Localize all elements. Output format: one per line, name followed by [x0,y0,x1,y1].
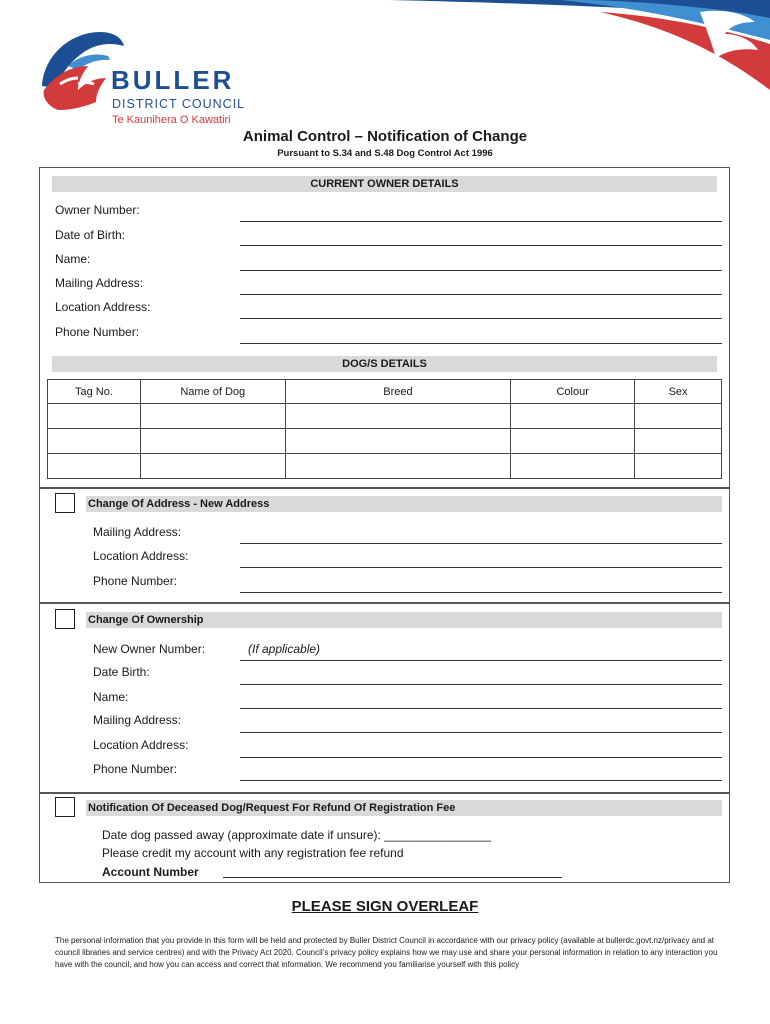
change-ownership-checkbox[interactable] [55,609,75,629]
date-of-birth-label: Date of Birth: [55,228,126,242]
owner-number-input[interactable] [240,221,722,222]
privacy-statement: The personal information that you provide in this form will be held and protected by Buller District Council in accordance with our privacy policy (available at bullerdc.govt.nz/privacy and at council libraries and service centres) and with the Privacy Act 2020. Council’s privacy policy explains how we may use and share your personal information in relation to any interaction you have with the council, and how you can access and correct that information. We recommend you familiarise yourself with this policy [55,936,718,969]
change-address-checkbox[interactable] [55,493,75,513]
table-cell[interactable] [48,454,141,479]
deceased-dog-checkbox[interactable] [55,797,75,817]
new-location-address-label: Location Address: [93,549,189,563]
form-title: Animal Control – Notification of Change [242,128,528,145]
table-row [48,454,722,479]
new-owner-name-label: Name: [93,690,129,704]
mailing-address-input[interactable] [240,294,722,295]
new-owner-phone-input[interactable] [240,780,722,781]
table-cell[interactable] [511,454,635,479]
new-owner-mailing-input[interactable] [240,732,722,733]
date-of-birth-input[interactable] [240,245,722,246]
date-passed-away-line[interactable]: Date dog passed away (approximate date if unsure): ________________ [102,828,491,842]
table-cell[interactable] [285,404,511,429]
org-name: BULLER [111,65,235,95]
account-number-input[interactable] [223,877,562,878]
table-cell[interactable] [285,429,511,454]
phone-number-input[interactable] [240,343,722,344]
if-applicable-note: (If applicable) [248,642,321,656]
col-sex: Sex [635,380,722,404]
name-label: Name: [55,252,91,266]
dogs-heading: DOG/S DETAILS [52,356,717,372]
name-input[interactable] [240,270,722,271]
table-cell[interactable] [285,454,511,479]
col-tag-no: Tag No. [48,380,141,404]
change-ownership-heading: Change Of Ownership [86,612,722,628]
phone-number-label: Phone Number: [55,325,140,339]
owner-number-label: Owner Number: [55,203,140,217]
org-subtitle: DISTRICT COUNCIL [112,97,246,111]
org-maori-name: Te Kaunihera O Kawatiri [112,114,231,126]
dogs-table-header [48,380,722,404]
new-owner-dob-input[interactable] [240,684,722,685]
new-phone-number-input[interactable] [240,592,722,593]
new-owner-dob-label: Date Birth: [93,665,150,679]
current-owner-heading: CURRENT OWNER DETAILS [52,176,717,192]
col-breed: Breed [285,380,511,404]
new-owner-location-label: Location Address: [93,738,189,752]
new-phone-number-label: Phone Number: [93,574,178,588]
new-owner-location-input[interactable] [240,757,722,758]
table-cell[interactable] [511,429,635,454]
account-number-label: Account Number [102,865,199,879]
change-address-heading: Change Of Address - New Address [86,496,722,512]
dogs-table [47,379,722,479]
location-address-label: Location Address: [55,300,151,314]
table-cell[interactable] [140,429,285,454]
table-cell[interactable] [48,429,141,454]
new-mailing-address-input[interactable] [240,543,722,544]
deceased-dog-heading: Notification Of Deceased Dog/Request For Refund Of Registration Fee [86,800,722,816]
table-cell[interactable] [635,429,722,454]
new-mailing-address-label: Mailing Address: [93,525,182,539]
table-cell[interactable] [48,404,141,429]
location-address-input[interactable] [240,318,722,319]
form-subtitle: Pursuant to S.34 and S.48 Dog Control Act 1996 [277,148,493,159]
table-row [48,429,722,454]
table-row [48,404,722,429]
new-owner-mailing-label: Mailing Address: [93,713,182,727]
table-cell[interactable] [635,454,722,479]
refund-credit-text: Please credit my account with any registration fee refund [102,846,404,860]
table-cell[interactable] [511,404,635,429]
mailing-address-label: Mailing Address: [55,276,144,290]
col-dog-name: Name of Dog [140,380,285,404]
table-cell[interactable] [140,404,285,429]
new-location-address-input[interactable] [240,567,722,568]
new-owner-number-input[interactable] [240,660,722,661]
please-sign-overleaf: PLEASE SIGN OVERLEAF [291,898,479,915]
new-owner-name-input[interactable] [240,708,722,709]
table-cell[interactable] [140,454,285,479]
col-colour: Colour [511,380,635,404]
table-cell[interactable] [635,404,722,429]
new-owner-phone-label: Phone Number: [93,762,178,776]
new-owner-number-label: New Owner Number: [93,642,206,656]
